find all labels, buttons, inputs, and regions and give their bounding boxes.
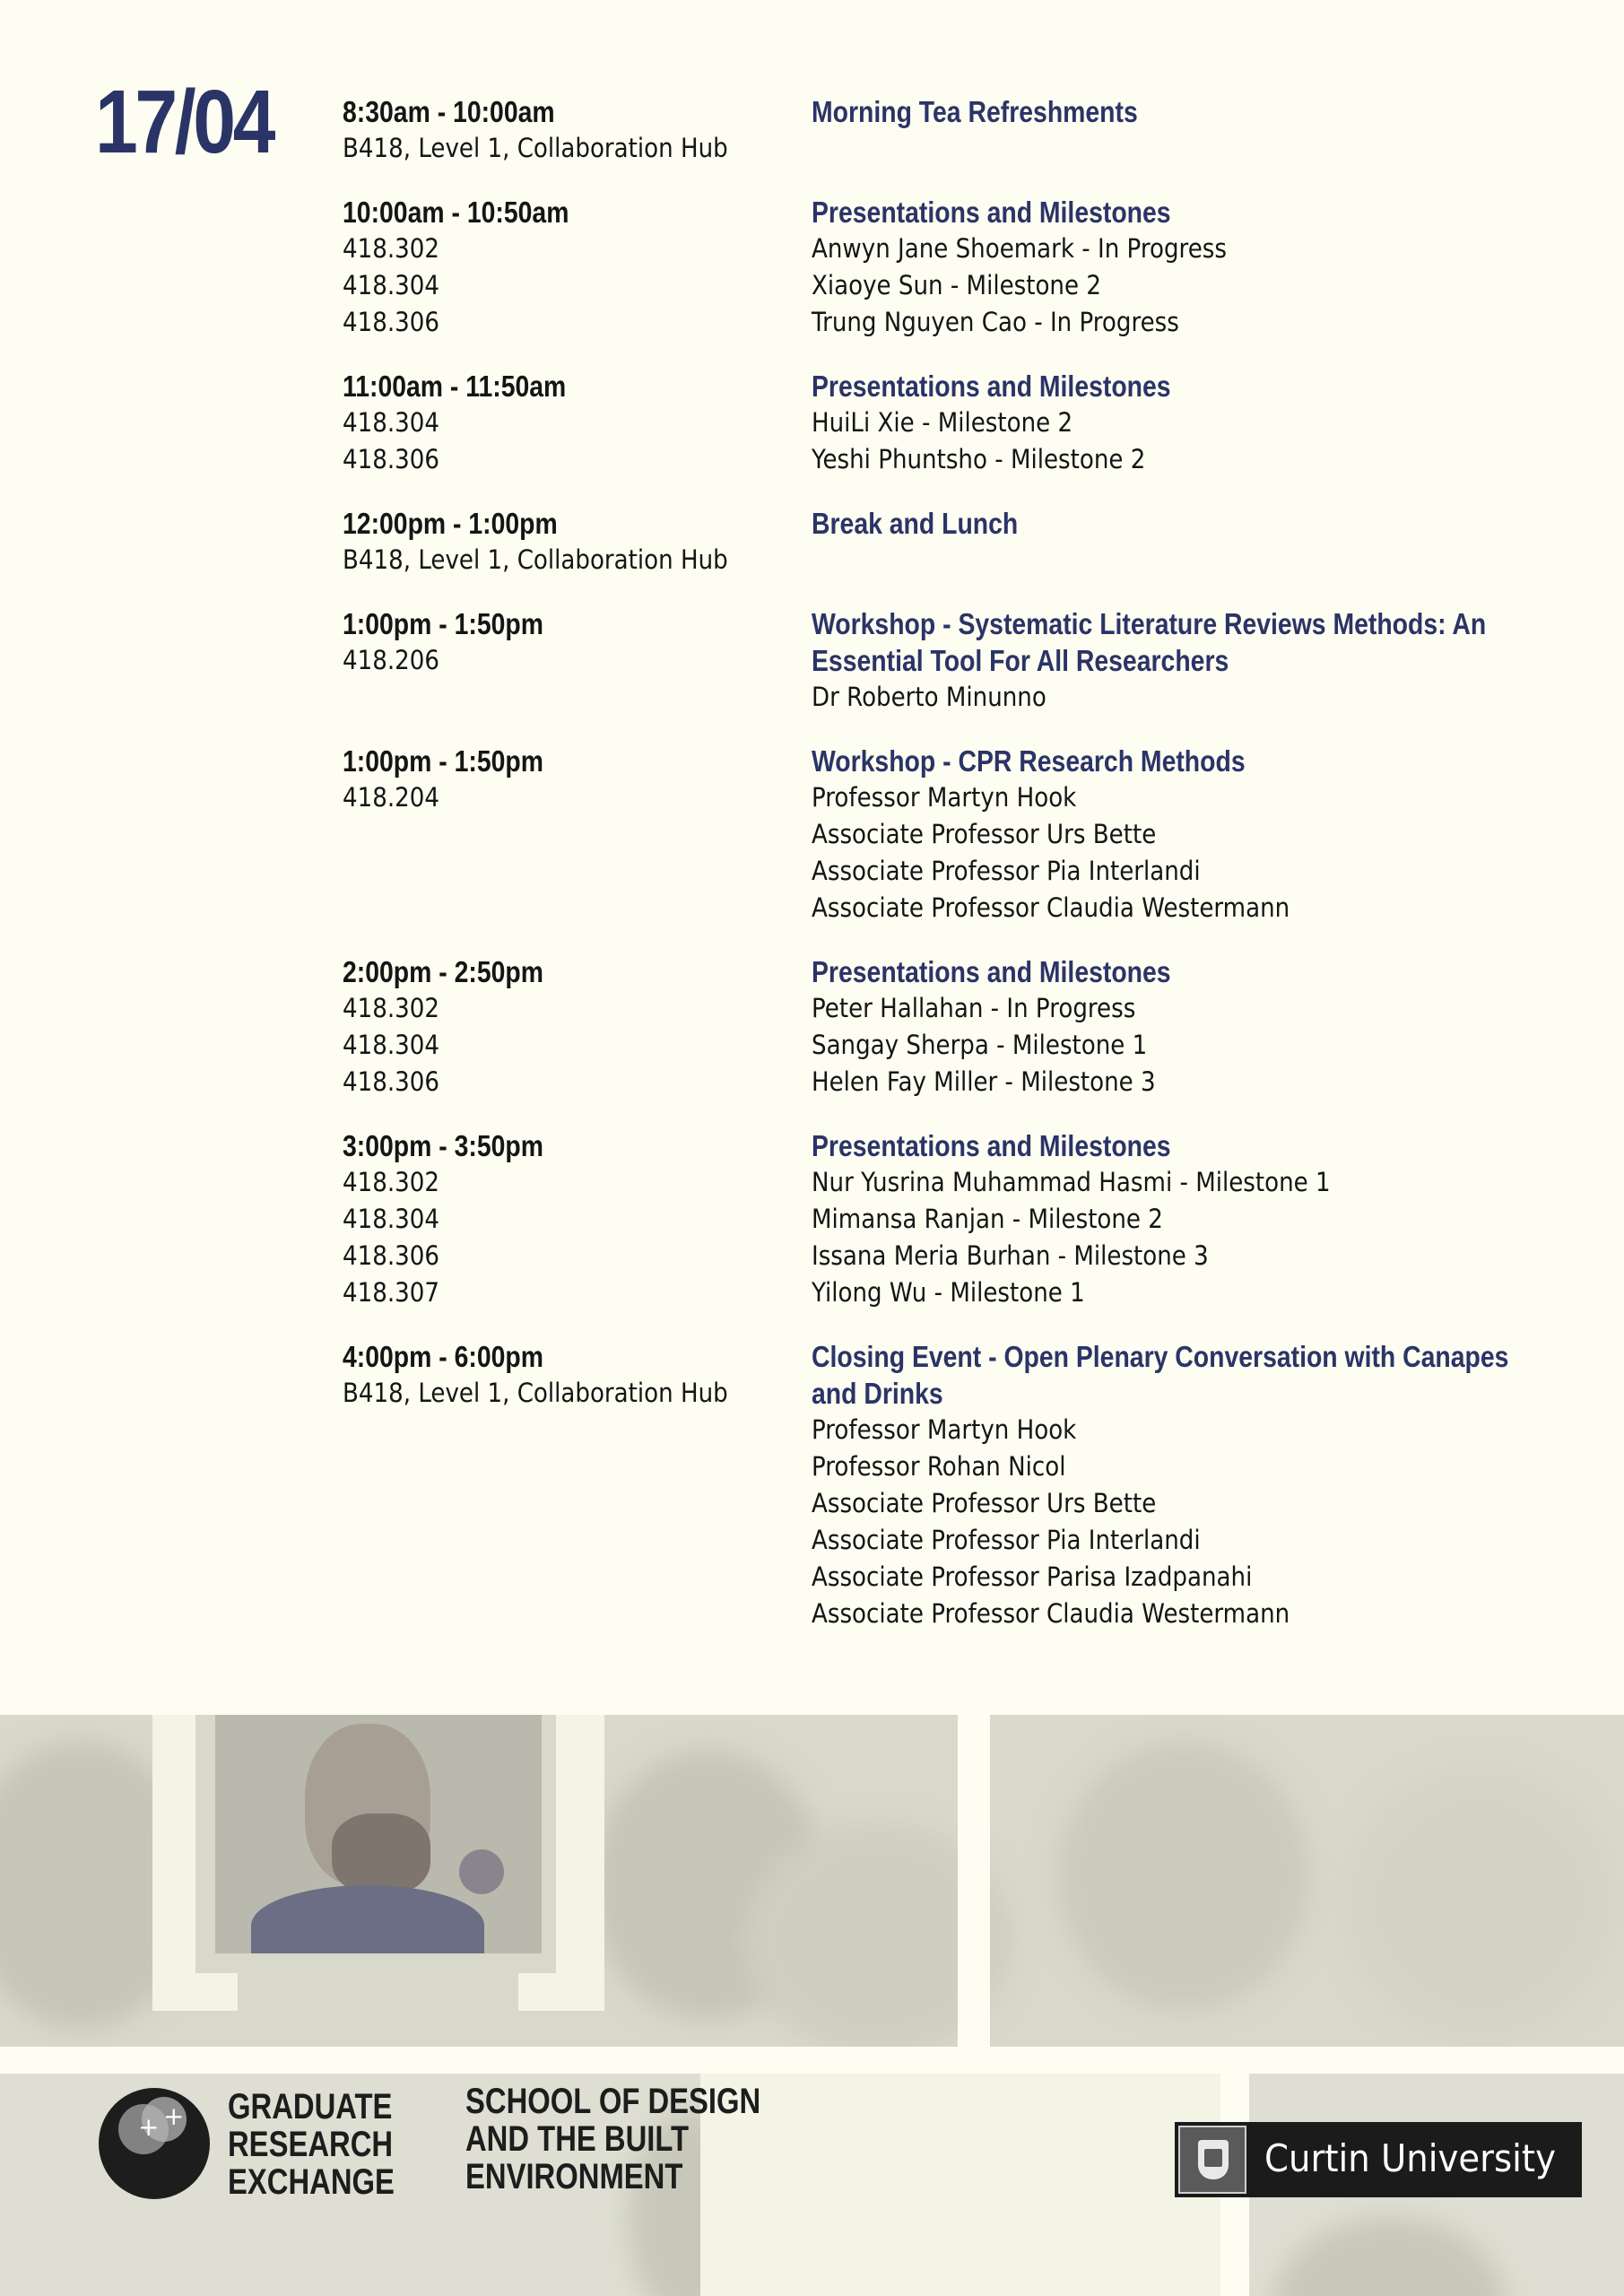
session-room: 418.307 — [343, 1277, 439, 1308]
session-participant: Trung Nguyen Cao - In Progress — [812, 307, 1179, 337]
session-participant: Yeshi Phuntsho - Milestone 2 — [812, 444, 1146, 474]
session-participant: Associate Professor Urs Bette — [812, 819, 1157, 849]
session-participant: HuiLi Xie - Milestone 2 — [812, 407, 1073, 438]
session-participant: Yilong Wu - Milestone 1 — [812, 1277, 1085, 1308]
session-time: 1:00pm - 1:50pm — [343, 744, 543, 778]
session-participant: Associate Professor Claudia Westermann — [812, 1598, 1290, 1629]
school-line: ENVIRONMENT — [465, 2157, 683, 2196]
session-time: 8:30am - 10:00am — [343, 95, 555, 128]
session-title: Presentations and Milestones — [812, 196, 1171, 229]
speaker-photo — [215, 1715, 542, 1953]
session-row — [343, 953, 1535, 1100]
session-room: 418.306 — [343, 307, 439, 337]
session-title: Presentations and Milestones — [812, 1129, 1171, 1162]
session-participant: Issana Meria Burhan - Milestone 3 — [812, 1240, 1209, 1271]
session-info — [812, 1338, 1529, 1632]
session-row — [343, 368, 1535, 478]
session-time-location — [343, 1338, 812, 1632]
session-participant: Mimansa Ranjan - Milestone 2 — [812, 1204, 1163, 1234]
session-info — [812, 194, 1529, 341]
session-room: 418.206 — [343, 645, 439, 675]
session-time-location — [343, 194, 812, 341]
session-room: 418.204 — [343, 782, 439, 813]
curtin-university-logo — [1175, 2122, 1582, 2197]
session-time: 1:00pm - 1:50pm — [343, 607, 543, 640]
session-participant: Associate Professor Urs Bette — [812, 1488, 1157, 1518]
photo-banner — [0, 1715, 1624, 2047]
crest-icon — [1178, 2126, 1246, 2194]
session-time-location — [343, 953, 812, 1100]
session-room: 418.302 — [343, 1167, 439, 1197]
session-title: Presentations and Milestones — [812, 955, 1171, 988]
session-info — [812, 953, 1529, 1100]
session-room: 418.304 — [343, 407, 439, 438]
session-time: 4:00pm - 6:00pm — [343, 1340, 543, 1373]
session-participant: Professor Rohan Nicol — [812, 1451, 1066, 1482]
session-participant: Associate Professor Pia Interlandi — [812, 856, 1201, 886]
school-name — [465, 2083, 760, 2196]
session-room: 418.306 — [343, 1066, 439, 1097]
session-participant: Anwyn Jane Shoemark - In Progress — [812, 233, 1227, 264]
session-participant: Xiaoye Sun - Milestone 2 — [812, 270, 1101, 300]
session-participant: Peter Hallahan - In Progress — [812, 993, 1136, 1023]
session-info — [812, 93, 1529, 167]
session-row — [343, 605, 1535, 716]
session-title: Presentations and Milestones — [812, 370, 1171, 403]
session-info — [812, 505, 1529, 578]
session-participant: Dr Roberto Minunno — [812, 682, 1046, 712]
session-room: B418, Level 1, Collaboration Hub — [343, 133, 728, 163]
session-time-location — [343, 368, 812, 478]
session-room: B418, Level 1, Collaboration Hub — [343, 1378, 728, 1408]
banner-divider — [958, 1715, 990, 2047]
session-row — [343, 93, 1535, 167]
session-participant: Professor Martyn Hook — [812, 1414, 1077, 1445]
session-room: 418.306 — [343, 1240, 439, 1271]
session-row — [343, 1338, 1535, 1632]
university-name: Curtin University — [1264, 2136, 1556, 2180]
session-title: Morning Tea Refreshments — [812, 95, 1138, 128]
session-participant: Sangay Sherpa - Milestone 1 — [812, 1030, 1148, 1060]
session-row — [343, 194, 1535, 341]
session-room: 418.302 — [343, 233, 439, 264]
session-time: 12:00pm - 1:00pm — [343, 507, 558, 540]
session-participant: Associate Professor Parisa Izadpanahi — [812, 1561, 1253, 1592]
session-time-location — [343, 505, 812, 578]
schedule — [343, 93, 1535, 1659]
session-room: B418, Level 1, Collaboration Hub — [343, 544, 728, 575]
event-date: 17/04 — [95, 72, 274, 172]
graduate-research-exchange-wordmark — [228, 2088, 395, 2201]
session-title: Break and Lunch — [812, 507, 1019, 540]
session-room: 418.304 — [343, 270, 439, 300]
session-participant: Associate Professor Pia Interlandi — [812, 1525, 1201, 1555]
session-time: 3:00pm - 3:50pm — [343, 1129, 543, 1162]
session-title: Closing Event - Open Plenary Conversation with Canapes and Drinks — [812, 1340, 1509, 1410]
session-time: 2:00pm - 2:50pm — [343, 955, 543, 988]
session-participant: Professor Martyn Hook — [812, 782, 1077, 813]
school-line: SCHOOL OF DESIGN — [465, 2082, 761, 2121]
session-room: 418.302 — [343, 993, 439, 1023]
session-participant: Helen Fay Miller - Milestone 3 — [812, 1066, 1156, 1097]
session-title: Workshop - CPR Research Methods — [812, 744, 1246, 778]
session-room: 418.304 — [343, 1030, 439, 1060]
session-row — [343, 1127, 1535, 1311]
session-row — [343, 505, 1535, 578]
session-row — [343, 743, 1535, 926]
gre-line: EXCHANGE — [228, 2162, 395, 2202]
gre-line: GRADUATE — [228, 2087, 393, 2126]
school-line: AND THE BUILT — [465, 2119, 690, 2159]
session-info — [812, 1127, 1529, 1311]
session-info — [812, 368, 1529, 478]
session-room: 418.306 — [343, 444, 439, 474]
session-time-location — [343, 743, 812, 926]
session-time-location — [343, 93, 812, 167]
session-time: 10:00am - 10:50am — [343, 196, 569, 229]
session-room: 418.304 — [343, 1204, 439, 1234]
session-time-location — [343, 605, 812, 716]
gre-line: RESEARCH — [228, 2125, 394, 2164]
graduate-research-exchange-logo-icon: + + — [99, 2088, 210, 2199]
session-participant: Associate Professor Claudia Westermann — [812, 892, 1290, 923]
session-title: Workshop - Systematic Literature Reviews Methods: An Essential Tool For All Researchers — [812, 607, 1487, 677]
session-info — [812, 743, 1529, 926]
session-participant: Nur Yusrina Muhammad Hasmi - Milestone 1 — [812, 1167, 1331, 1197]
session-info — [812, 605, 1529, 716]
session-time: 11:00am - 11:50am — [343, 370, 567, 403]
session-time-location — [343, 1127, 812, 1311]
